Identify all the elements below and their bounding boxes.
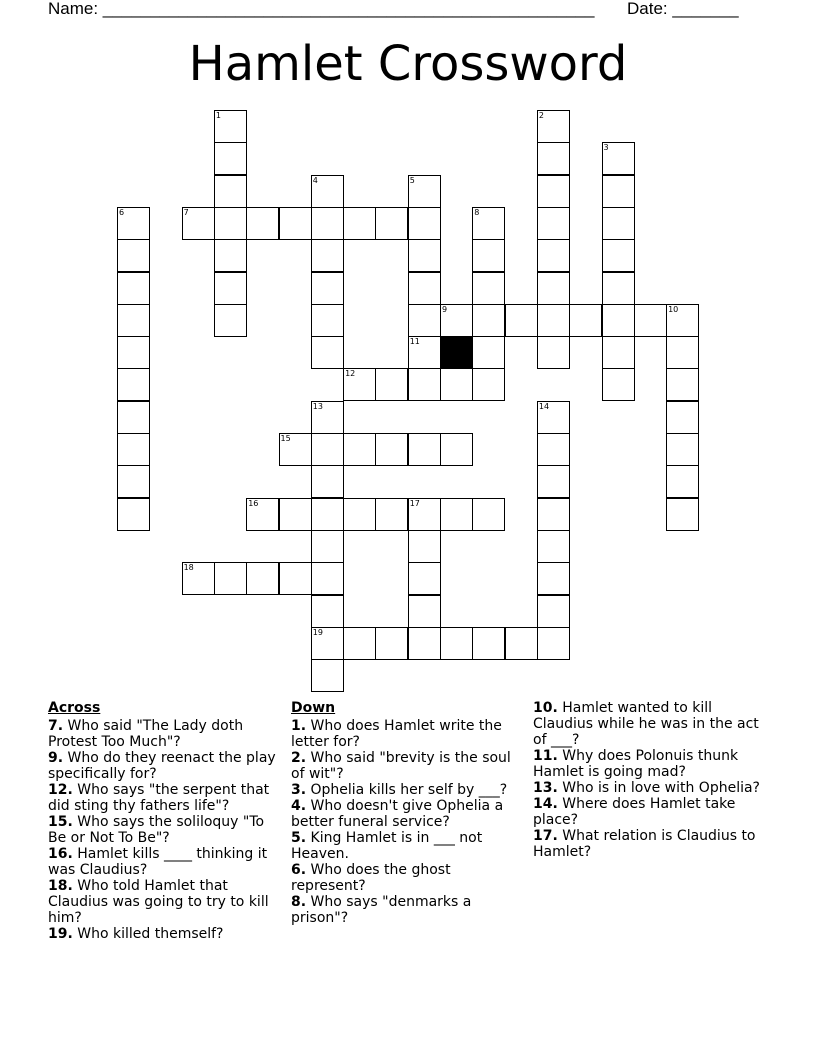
grid-cell[interactable] (311, 627, 344, 660)
grid-cell[interactable] (182, 207, 215, 240)
clue-item (48, 926, 280, 942)
grid-cell[interactable] (537, 465, 570, 498)
grid-cell[interactable] (311, 336, 344, 369)
grid-cell[interactable] (408, 530, 441, 563)
clue-item (48, 814, 280, 846)
clue-text: What relation is Claudius to Hamlet? (533, 828, 756, 860)
grid-cell[interactable] (537, 401, 570, 434)
clue-text: Who is in love with Ophelia? (557, 780, 760, 796)
clue-text: Who does Hamlet write the letter for? (291, 718, 502, 750)
clue-number: 15. (48, 814, 73, 830)
clue-number: 19. (48, 926, 73, 942)
clue-number: 17. (533, 828, 558, 844)
grid-cell[interactable] (279, 562, 312, 595)
page-title: Hamlet Crossword (188, 36, 628, 92)
grid-cell[interactable] (408, 175, 441, 208)
date-blank[interactable]: _______ (672, 0, 739, 18)
clue-text: Who told Hamlet that Claudius was going to try to kill him? (48, 878, 269, 926)
grid-cell[interactable] (375, 498, 408, 531)
across-clues (48, 700, 280, 942)
grid-cell[interactable] (408, 627, 441, 660)
grid-cell[interactable] (117, 272, 150, 305)
grid-cell[interactable] (440, 368, 473, 401)
grid-cell[interactable] (666, 336, 699, 369)
grid-cell[interactable] (472, 368, 505, 401)
grid-cell[interactable] (117, 401, 150, 434)
grid-cell[interactable] (375, 368, 408, 401)
grid-cell[interactable] (602, 272, 635, 305)
clue-number: 4 (312, 175, 318, 185)
grid-cell[interactable] (246, 562, 279, 595)
grid-cell[interactable] (117, 336, 150, 369)
clue-item (533, 780, 765, 796)
grid-cell[interactable] (602, 239, 635, 272)
grid-cell[interactable] (440, 627, 473, 660)
clue-text: Who killed themself? (72, 926, 224, 942)
name-blank[interactable]: ____________________________________________________ (102, 0, 595, 18)
clue-text: Why does Polonuis thunk Hamlet is going mad? (533, 748, 739, 780)
grid-cell[interactable] (537, 498, 570, 531)
clue-number: 9. (48, 750, 64, 766)
grid-cell[interactable] (408, 562, 441, 595)
clue-item (291, 798, 523, 830)
clue-text: Who does the ghost represent? (291, 862, 451, 894)
grid-cell[interactable] (569, 304, 602, 337)
grid-cell[interactable] (117, 433, 150, 466)
grid-cell[interactable] (279, 433, 312, 466)
clue-number: 15 (280, 434, 291, 443)
grid-cell[interactable] (214, 304, 247, 337)
clue-text: Who doesn't give Ophelia a better funeral service? (291, 798, 504, 830)
grid-cell[interactable] (408, 498, 441, 531)
clue-item (48, 846, 280, 878)
clue-item (291, 750, 523, 782)
clue-number: 1. (291, 718, 307, 734)
grid-cell[interactable] (311, 272, 344, 305)
grid-cell[interactable] (311, 465, 344, 498)
grid-cell[interactable] (117, 368, 150, 401)
grid-cell[interactable] (117, 465, 150, 498)
grid-cell[interactable] (311, 175, 344, 208)
grid-cell[interactable] (311, 401, 344, 434)
grid-cell[interactable] (472, 336, 505, 369)
clue-item (533, 828, 765, 860)
grid-cell[interactable] (408, 239, 441, 272)
clue-number: 5. (291, 830, 307, 846)
across-heading: Across (48, 700, 101, 716)
grid-cell[interactable] (343, 627, 376, 660)
clue-number: 3 (603, 143, 609, 153)
grid-cell[interactable] (117, 304, 150, 337)
clue-number: 13. (533, 780, 558, 796)
grid-cell[interactable] (634, 304, 667, 337)
grid-cell[interactable] (408, 336, 441, 369)
clue-text: Where does Hamlet take place? (533, 796, 736, 828)
clue-item (48, 750, 280, 782)
grid-cell[interactable] (117, 207, 150, 240)
grid-cell[interactable] (311, 595, 344, 628)
grid-cell[interactable] (602, 304, 635, 337)
grid-cell[interactable] (408, 368, 441, 401)
clue-number: 13 (312, 401, 323, 411)
grid-cell[interactable] (537, 304, 570, 337)
clue-number: 1 (215, 111, 221, 120)
clue-number: 11. (533, 748, 558, 764)
clue-item (291, 894, 523, 926)
clue-item (533, 700, 765, 748)
grid-cell[interactable] (117, 498, 150, 531)
clue-item (291, 718, 523, 750)
grid-cell[interactable] (666, 433, 699, 466)
grid-cell[interactable] (537, 336, 570, 369)
clue-number: 14 (538, 401, 550, 411)
grid-cell[interactable] (375, 627, 408, 660)
grid-cell[interactable] (182, 562, 215, 595)
clue-number: 6 (119, 207, 125, 217)
clue-number: 12. (48, 782, 73, 798)
grid-cell[interactable] (505, 627, 538, 660)
clue-number: 14. (533, 796, 558, 812)
grid-cell[interactable] (537, 272, 570, 305)
grid-cell[interactable] (311, 207, 344, 240)
clue-number: 6. (291, 862, 307, 878)
down-clues-continued (533, 700, 765, 860)
grid-cell[interactable] (537, 530, 570, 563)
grid-cell[interactable] (343, 207, 376, 240)
name-label: Name: (48, 0, 103, 18)
grid-cell[interactable] (602, 368, 635, 401)
date-label: Date: (627, 0, 673, 18)
grid-cell[interactable] (666, 498, 699, 531)
clue-number: 10. (533, 700, 558, 716)
clue-item (48, 718, 280, 750)
grid-cell[interactable] (537, 175, 570, 208)
grid-cell[interactable] (375, 207, 408, 240)
grid-cell[interactable] (537, 239, 570, 272)
grid-cell[interactable] (666, 401, 699, 434)
grid-cell[interactable] (602, 207, 635, 240)
grid-cell[interactable] (602, 336, 635, 369)
grid-cell[interactable] (440, 433, 473, 466)
clue-number: 10 (668, 304, 679, 314)
clue-text: Who says the soliloquy "To Be or Not To Be"? (48, 814, 265, 846)
grid-cell[interactable] (214, 142, 247, 175)
clue-item (48, 782, 280, 814)
grid-cell[interactable] (440, 498, 473, 531)
clue-text: Who says "denmarks a prison"? (291, 894, 472, 926)
grid-cell[interactable] (472, 272, 505, 305)
clue-number: 11 (409, 337, 420, 347)
clue-number: 2. (291, 750, 307, 766)
grid-cell[interactable] (117, 239, 150, 272)
grid-cell[interactable] (666, 465, 699, 498)
grid-cell[interactable] (311, 239, 344, 272)
clue-item (48, 878, 280, 926)
grid-cell[interactable] (343, 498, 376, 531)
grid-cell[interactable] (472, 304, 505, 337)
clue-item (291, 830, 523, 862)
clue-number: 9 (442, 304, 448, 314)
clue-text: Who said "The Lady doth Protest Too Much"? (48, 718, 244, 750)
clue-number: 12 (345, 369, 356, 379)
clue-item (533, 796, 765, 828)
grid-cell[interactable] (311, 562, 344, 595)
clue-number: 18 (183, 563, 194, 573)
grid-cell[interactable] (246, 207, 279, 240)
grid-cell[interactable] (343, 433, 376, 466)
grid-cell[interactable] (279, 498, 312, 531)
grid-cell[interactable] (666, 304, 699, 337)
grid-cell[interactable] (408, 595, 441, 628)
grid-cell[interactable] (214, 110, 247, 143)
grid-cell[interactable] (537, 142, 570, 175)
grid-cell[interactable] (408, 433, 441, 466)
grid-cell[interactable] (666, 368, 699, 401)
grid-cell[interactable] (408, 304, 441, 337)
grid-cell[interactable] (279, 207, 312, 240)
clue-number: 5 (409, 175, 415, 185)
clue-number: 16 (248, 498, 259, 508)
clue-item (291, 862, 523, 894)
clue-item (291, 782, 523, 798)
grid-cell[interactable] (472, 207, 505, 240)
grid-cell[interactable] (602, 142, 635, 175)
grid-cell[interactable] (311, 433, 344, 466)
grid-cell[interactable] (311, 498, 344, 531)
down-heading: Down (291, 700, 336, 716)
clue-number: 17 (409, 498, 420, 508)
grid-cell[interactable] (602, 175, 635, 208)
clue-number: 8 (474, 207, 480, 217)
clue-number: 7. (48, 718, 64, 734)
grid-cell[interactable] (311, 659, 344, 692)
clue-text: Ophelia kills her self by ___? (306, 782, 508, 798)
grid-cell[interactable] (311, 304, 344, 337)
grid-cell[interactable] (375, 433, 408, 466)
clue-number: 18. (48, 878, 73, 894)
grid-cell[interactable] (311, 530, 344, 563)
clue-number: 7 (183, 207, 189, 217)
grid-cell[interactable] (408, 207, 441, 240)
clue-number: 8. (291, 894, 307, 910)
grid-cell[interactable] (214, 562, 247, 595)
clue-item (533, 748, 765, 780)
clue-number: 16. (48, 846, 73, 862)
clue-number: 2 (538, 111, 544, 120)
grid-cell[interactable] (214, 239, 247, 272)
grid-cell[interactable] (472, 627, 505, 660)
grid-cell[interactable] (343, 368, 376, 401)
grid-cell[interactable] (537, 207, 570, 240)
grid-cell[interactable] (472, 498, 505, 531)
grid-cell[interactable] (537, 433, 570, 466)
grid-cell[interactable] (472, 239, 505, 272)
grid-cell[interactable] (537, 110, 570, 143)
clue-text: King Hamlet is in ___ not Heaven. (291, 830, 483, 862)
clue-text: Who do they reenact the play specifically for? (48, 750, 276, 782)
grid-cell[interactable] (440, 304, 473, 337)
down-clues (291, 700, 523, 926)
grid-cell[interactable] (214, 175, 247, 208)
clue-number: 19 (312, 627, 323, 637)
grid-cell[interactable] (246, 498, 279, 531)
clue-text: Hamlet kills ____ thinking it was Claudius? (48, 846, 268, 878)
grid-cell[interactable] (537, 627, 570, 660)
clue-number: 4. (291, 798, 307, 814)
clue-text: Who says "the serpent that did sting thy fathers life"? (48, 782, 270, 814)
grid-cell[interactable] (214, 207, 247, 240)
grid-cell[interactable] (408, 272, 441, 305)
grid-block (440, 336, 473, 369)
grid-cell[interactable] (537, 595, 570, 628)
clue-text: Who said "brevity is the soul of wit"? (291, 750, 511, 782)
grid-cell[interactable] (214, 272, 247, 305)
clue-number: 3. (291, 782, 307, 798)
clue-text: Hamlet wanted to kill Claudius while he was in the act of ___? (533, 700, 759, 748)
grid-cell[interactable] (505, 304, 538, 337)
grid-cell[interactable] (537, 562, 570, 595)
